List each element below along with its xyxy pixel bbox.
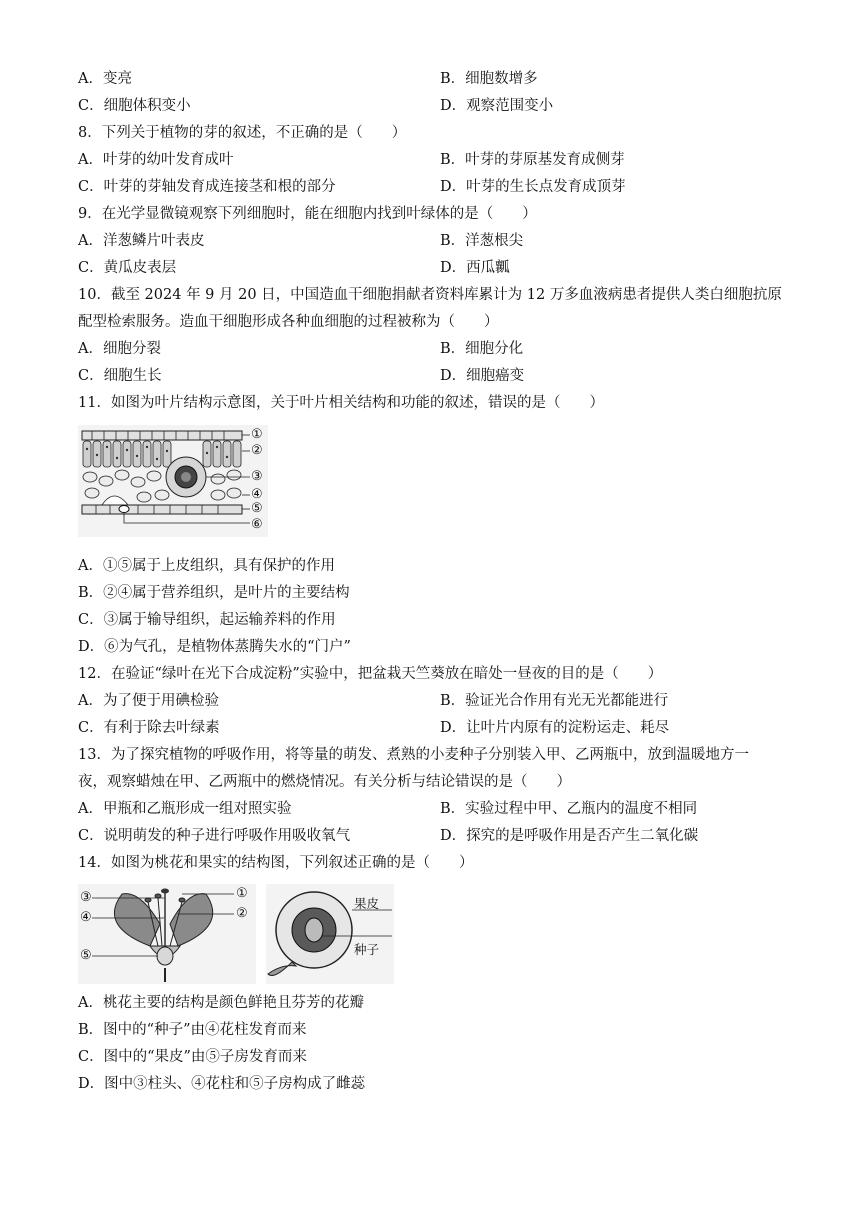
q14-option-a: A．桃花主要的结构是颜色鲜艳且芬芳的花瓣	[78, 995, 364, 1011]
q10-options-row-1	[78, 339, 778, 359]
q11-stem: 11．如图为叶片结构示意图，关于叶片相关结构和功能的叙述，错误的是（ ）	[78, 395, 604, 411]
q12-option-c: C．有利于除去叶绿素	[78, 720, 220, 736]
q8-options-row-2	[78, 177, 778, 197]
q12-stem: 12．在验证“绿叶在光下合成淀粉”实验中，把盆栽天竺葵放在暗处一昼夜的目的是（ ）	[78, 666, 663, 682]
q13-option-b: B．实验过程中甲、乙瓶内的温度不相同	[440, 801, 698, 817]
q10-option-b: B．细胞分化	[440, 341, 524, 357]
leaf-label-2: ②	[251, 443, 263, 458]
q9-options-row-1	[78, 231, 778, 251]
peach-flower-figure	[78, 884, 256, 984]
q9-option-b: B．洋葱根尖	[440, 233, 524, 249]
q14-option-c: C．图中的“果皮”由⑤子房发育而来	[78, 1049, 307, 1065]
q10-stem-line-2: 配型检索服务。造血干细胞形成各种血细胞的过程被称为（ ）	[78, 314, 499, 330]
q14-option-b: B．图中的“种子”由④花柱发育而来	[78, 1022, 307, 1038]
fruit-label-peel: 果皮	[354, 896, 380, 911]
q8-options-row-1	[78, 150, 778, 170]
q12-option-a: A．为了便于用碘检验	[78, 693, 219, 709]
q7-options-row-2	[78, 96, 778, 116]
q12-options-row-1	[78, 691, 778, 711]
q10-options-row-2	[78, 366, 778, 386]
q10-option-a: A．细胞分裂	[78, 341, 161, 357]
q9-option-a: A．洋葱鳞片叶表皮	[78, 233, 205, 249]
q10-option-d: D．细胞癌变	[440, 368, 525, 384]
q9-options-row-2	[78, 258, 778, 278]
q12-option-d: D．让叶片内原有的淀粉运走、耗尽	[440, 720, 670, 736]
flower-label-1: ①	[236, 886, 248, 901]
q13-stem-line-2: 夜，观察蜡烛在甲、乙两瓶中的燃烧情况。有关分析与结论错误的是（ ）	[78, 774, 571, 790]
leaf-label-6: ⑥	[251, 517, 263, 532]
q7-options-row-1	[78, 69, 778, 89]
q11-option-c: C．③属于输导组织，起运输养料的作用	[78, 612, 336, 628]
q9-option-d: D．西瓜瓤	[440, 260, 510, 276]
q8-option-c: C．叶芽的芽轴发育成连接茎和根的部分	[78, 179, 336, 195]
q9-option-c: C．黄瓜皮表层	[78, 260, 177, 276]
flower-label-3: ③	[80, 890, 92, 905]
q7-option-c: C．细胞体积变小	[78, 98, 191, 114]
peach-flower-diagram	[78, 884, 256, 984]
q8-option-d: D．叶芽的生长点发育成顶芽	[440, 179, 626, 195]
flower-label-4: ④	[80, 910, 92, 925]
fruit-label-seed: 种子	[354, 942, 380, 957]
q13-stem-line-1: 13．为了探究植物的呼吸作用，将等量的萌发、煮熟的小麦种子分别装入甲、乙两瓶中，放到温暖地方一	[78, 747, 749, 763]
q11-option-a: A．①⑤属于上皮组织，具有保护的作用	[78, 558, 335, 574]
q8-option-b: B．叶芽的芽原基发育成侧芽	[440, 152, 625, 168]
leaf-cross-section-diagram	[78, 425, 268, 537]
q14-option-d: D．图中③柱头、④花柱和⑤子房构成了雌蕊	[78, 1076, 366, 1092]
q7-option-d: D．观察范围变小	[440, 98, 554, 114]
flower-label-2: ②	[236, 906, 248, 921]
flower-label-5: ⑤	[80, 948, 92, 963]
q14-stem: 14．如图为桃花和果实的结构图，下列叙述正确的是（ ）	[78, 855, 474, 871]
q10-option-c: C．细胞生长	[78, 368, 162, 384]
leaf-label-3: ③	[251, 469, 263, 484]
q13-option-a: A．甲瓶和乙瓶形成一组对照实验	[78, 801, 292, 817]
q13-option-c: C．说明萌发的种子进行呼吸作用吸收氧气	[78, 828, 351, 844]
q7-option-b: B．细胞数增多	[440, 71, 538, 87]
q10-stem-line-1: 10．截至 2024 年 9 月 20 日，中国造血干细胞捐献者资料库累计为 12 万多血液病患者提供人类白细胞抗原	[78, 287, 782, 303]
leaf-label-4: ④	[251, 487, 263, 502]
q8-stem: 8．下列关于植物的芽的叙述，不正确的是（ ）	[78, 125, 407, 141]
q12-options-row-2	[78, 718, 778, 738]
q13-options-row-1	[78, 799, 778, 819]
q9-stem: 9．在光学显微镜观察下列细胞时，能在细胞内找到叶绿体的是（ ）	[78, 206, 537, 222]
q12-option-b: B．验证光合作用有光无光都能进行	[440, 693, 669, 709]
leaf-label-5: ⑤	[251, 501, 263, 516]
q8-option-a: A．叶芽的幼叶发育成叶	[78, 152, 234, 168]
q13-options-row-2	[78, 826, 778, 846]
q7-option-a: A．变亮	[78, 71, 132, 87]
leaf-structure-figure	[78, 425, 268, 537]
q11-option-b: B．②④属于营养组织，是叶片的主要结构	[78, 585, 350, 601]
peach-fruit-figure	[266, 884, 394, 984]
leaf-label-1: ①	[251, 427, 263, 442]
q13-option-d: D．探究的是呼吸作用是否产生二氧化碳	[440, 828, 699, 844]
q11-option-d: D．⑥为气孔，是植物体蒸腾失水的“门户”	[78, 639, 351, 655]
